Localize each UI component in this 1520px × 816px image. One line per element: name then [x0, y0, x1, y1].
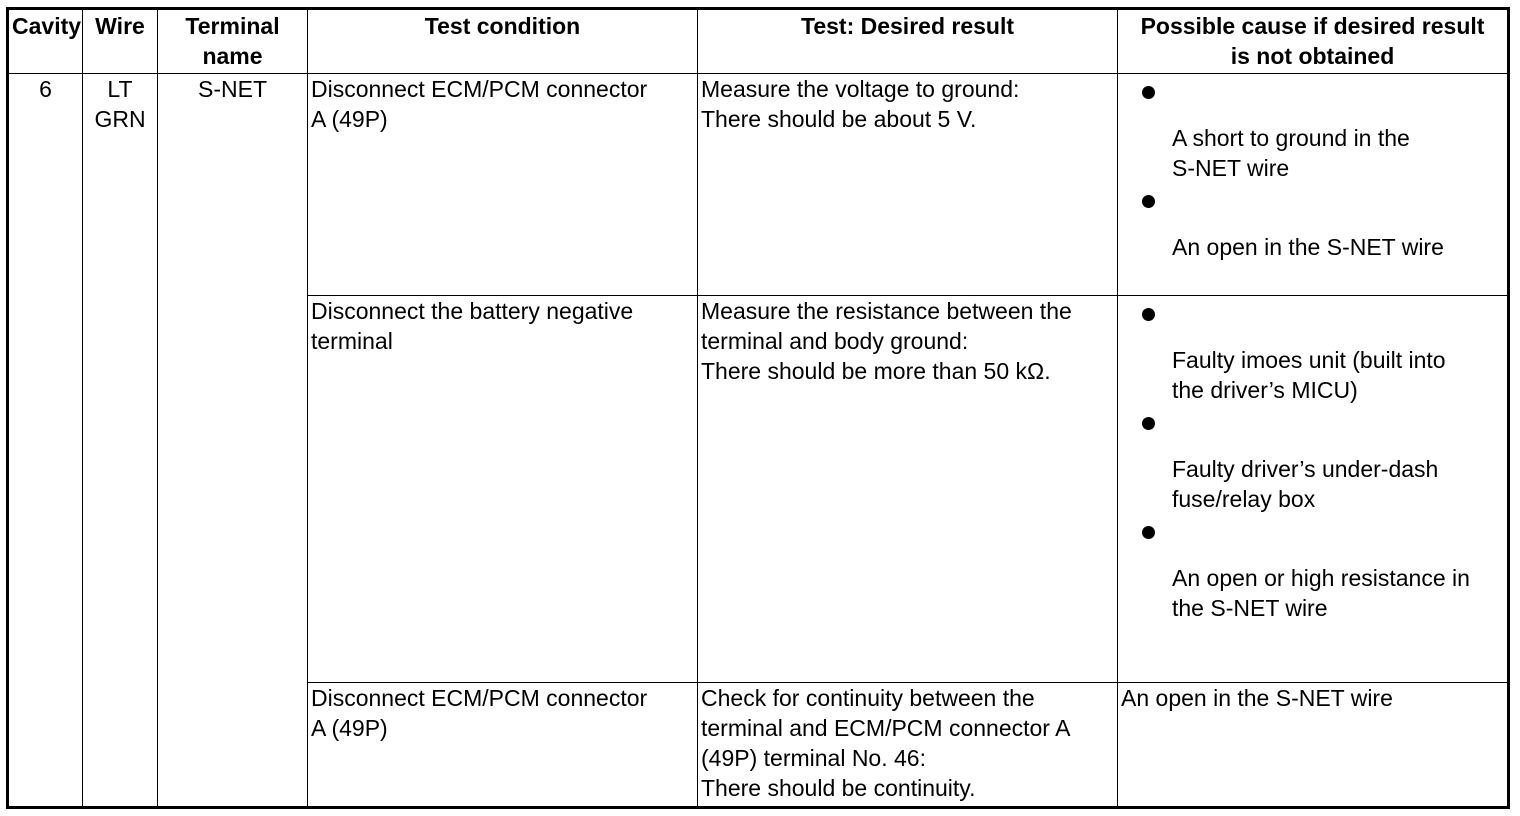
header-row: [8, 9, 1509, 74]
wire-cell: [83, 74, 158, 808]
header-wire: Wire: [83, 9, 158, 74]
result-line: terminal and ECM/PCM connector A: [701, 715, 1071, 741]
header-cause-line1: Possible cause if desired result: [1140, 13, 1485, 39]
desired-result-cell: [698, 683, 1118, 808]
header-terminal-name: [158, 9, 308, 74]
cause-text: [1121, 454, 1504, 514]
cause-list: [1121, 308, 1504, 623]
condition-line: Disconnect ECM/PCM connector: [311, 685, 648, 711]
condition-line: A (49P): [311, 715, 388, 741]
header-cavity: Cavity: [8, 9, 83, 74]
cause-text: [1121, 345, 1504, 405]
bullet-icon: [1142, 526, 1155, 539]
cause-line: fuse/relay box: [1172, 486, 1316, 512]
cause-item: [1121, 308, 1504, 405]
condition-line: terminal: [311, 328, 393, 354]
test-condition-cell: [308, 683, 698, 808]
result-line: terminal and body ground:: [701, 328, 969, 354]
result-line: (49P) terminal No. 46:: [701, 745, 926, 771]
cause-text: [1121, 232, 1504, 262]
cause-line: An open or high resistance in: [1172, 565, 1470, 591]
cause-line: An open in the S-NET wire: [1172, 234, 1444, 260]
result-line: Check for continuity between the: [701, 685, 1035, 711]
cause-line: S-NET wire: [1172, 155, 1290, 181]
wire-line2: GRN: [94, 106, 146, 132]
cavity-cell: 6: [8, 74, 83, 808]
result-line: Measure the voltage to ground:: [701, 76, 1020, 102]
cause-text: [1121, 563, 1504, 623]
header-terminal-line1: Terminal: [185, 13, 280, 39]
bullet-icon: [1142, 308, 1155, 321]
header-desired-result: Test: Desired result: [698, 9, 1118, 74]
result-line: There should be more than 50 kΩ.: [701, 358, 1051, 384]
cause-item: [1121, 86, 1504, 183]
terminal-name-cell: S-NET: [158, 74, 308, 808]
result-line: Measure the resistance between the: [701, 298, 1072, 324]
wire-line1: LT: [107, 76, 133, 102]
header-cause-line2: is not obtained: [1230, 43, 1395, 69]
cause-line: A short to ground in the: [1172, 125, 1410, 151]
bullet-icon: [1142, 195, 1155, 208]
possible-cause-cell: [1118, 74, 1509, 296]
header-test-condition: Test condition: [308, 9, 698, 74]
condition-line: Disconnect the battery negative: [311, 298, 634, 324]
result-line: There should be continuity.: [701, 775, 976, 801]
table-row: [8, 74, 1509, 296]
test-condition-cell: [308, 296, 698, 683]
test-condition-cell: [308, 74, 698, 296]
cause-line: Faulty imoes unit (built into: [1172, 347, 1446, 373]
bullet-icon: [1142, 86, 1155, 99]
cause-line: the S-NET wire: [1172, 595, 1328, 621]
cause-item: [1121, 526, 1504, 623]
bullet-icon: [1142, 417, 1155, 430]
desired-result-cell: [698, 74, 1118, 296]
cause-line: Faulty driver’s under-dash: [1172, 456, 1439, 482]
cause-item: [1121, 417, 1504, 514]
header-terminal-line2: name: [202, 43, 263, 69]
cause-text: [1121, 123, 1504, 183]
header-possible-cause: [1118, 9, 1509, 74]
condition-line: Disconnect ECM/PCM connector: [311, 76, 648, 102]
desired-result-cell: [698, 296, 1118, 683]
wiring-test-table: [6, 7, 1510, 809]
cause-list: [1121, 86, 1504, 262]
cause-line: the driver’s MICU): [1172, 377, 1358, 403]
cause-item: [1121, 195, 1504, 262]
condition-line: A (49P): [311, 106, 388, 132]
possible-cause-cell: [1118, 296, 1509, 683]
result-line: There should be about 5 V.: [701, 106, 977, 132]
possible-cause-cell: An open in the S-NET wire: [1118, 683, 1509, 808]
